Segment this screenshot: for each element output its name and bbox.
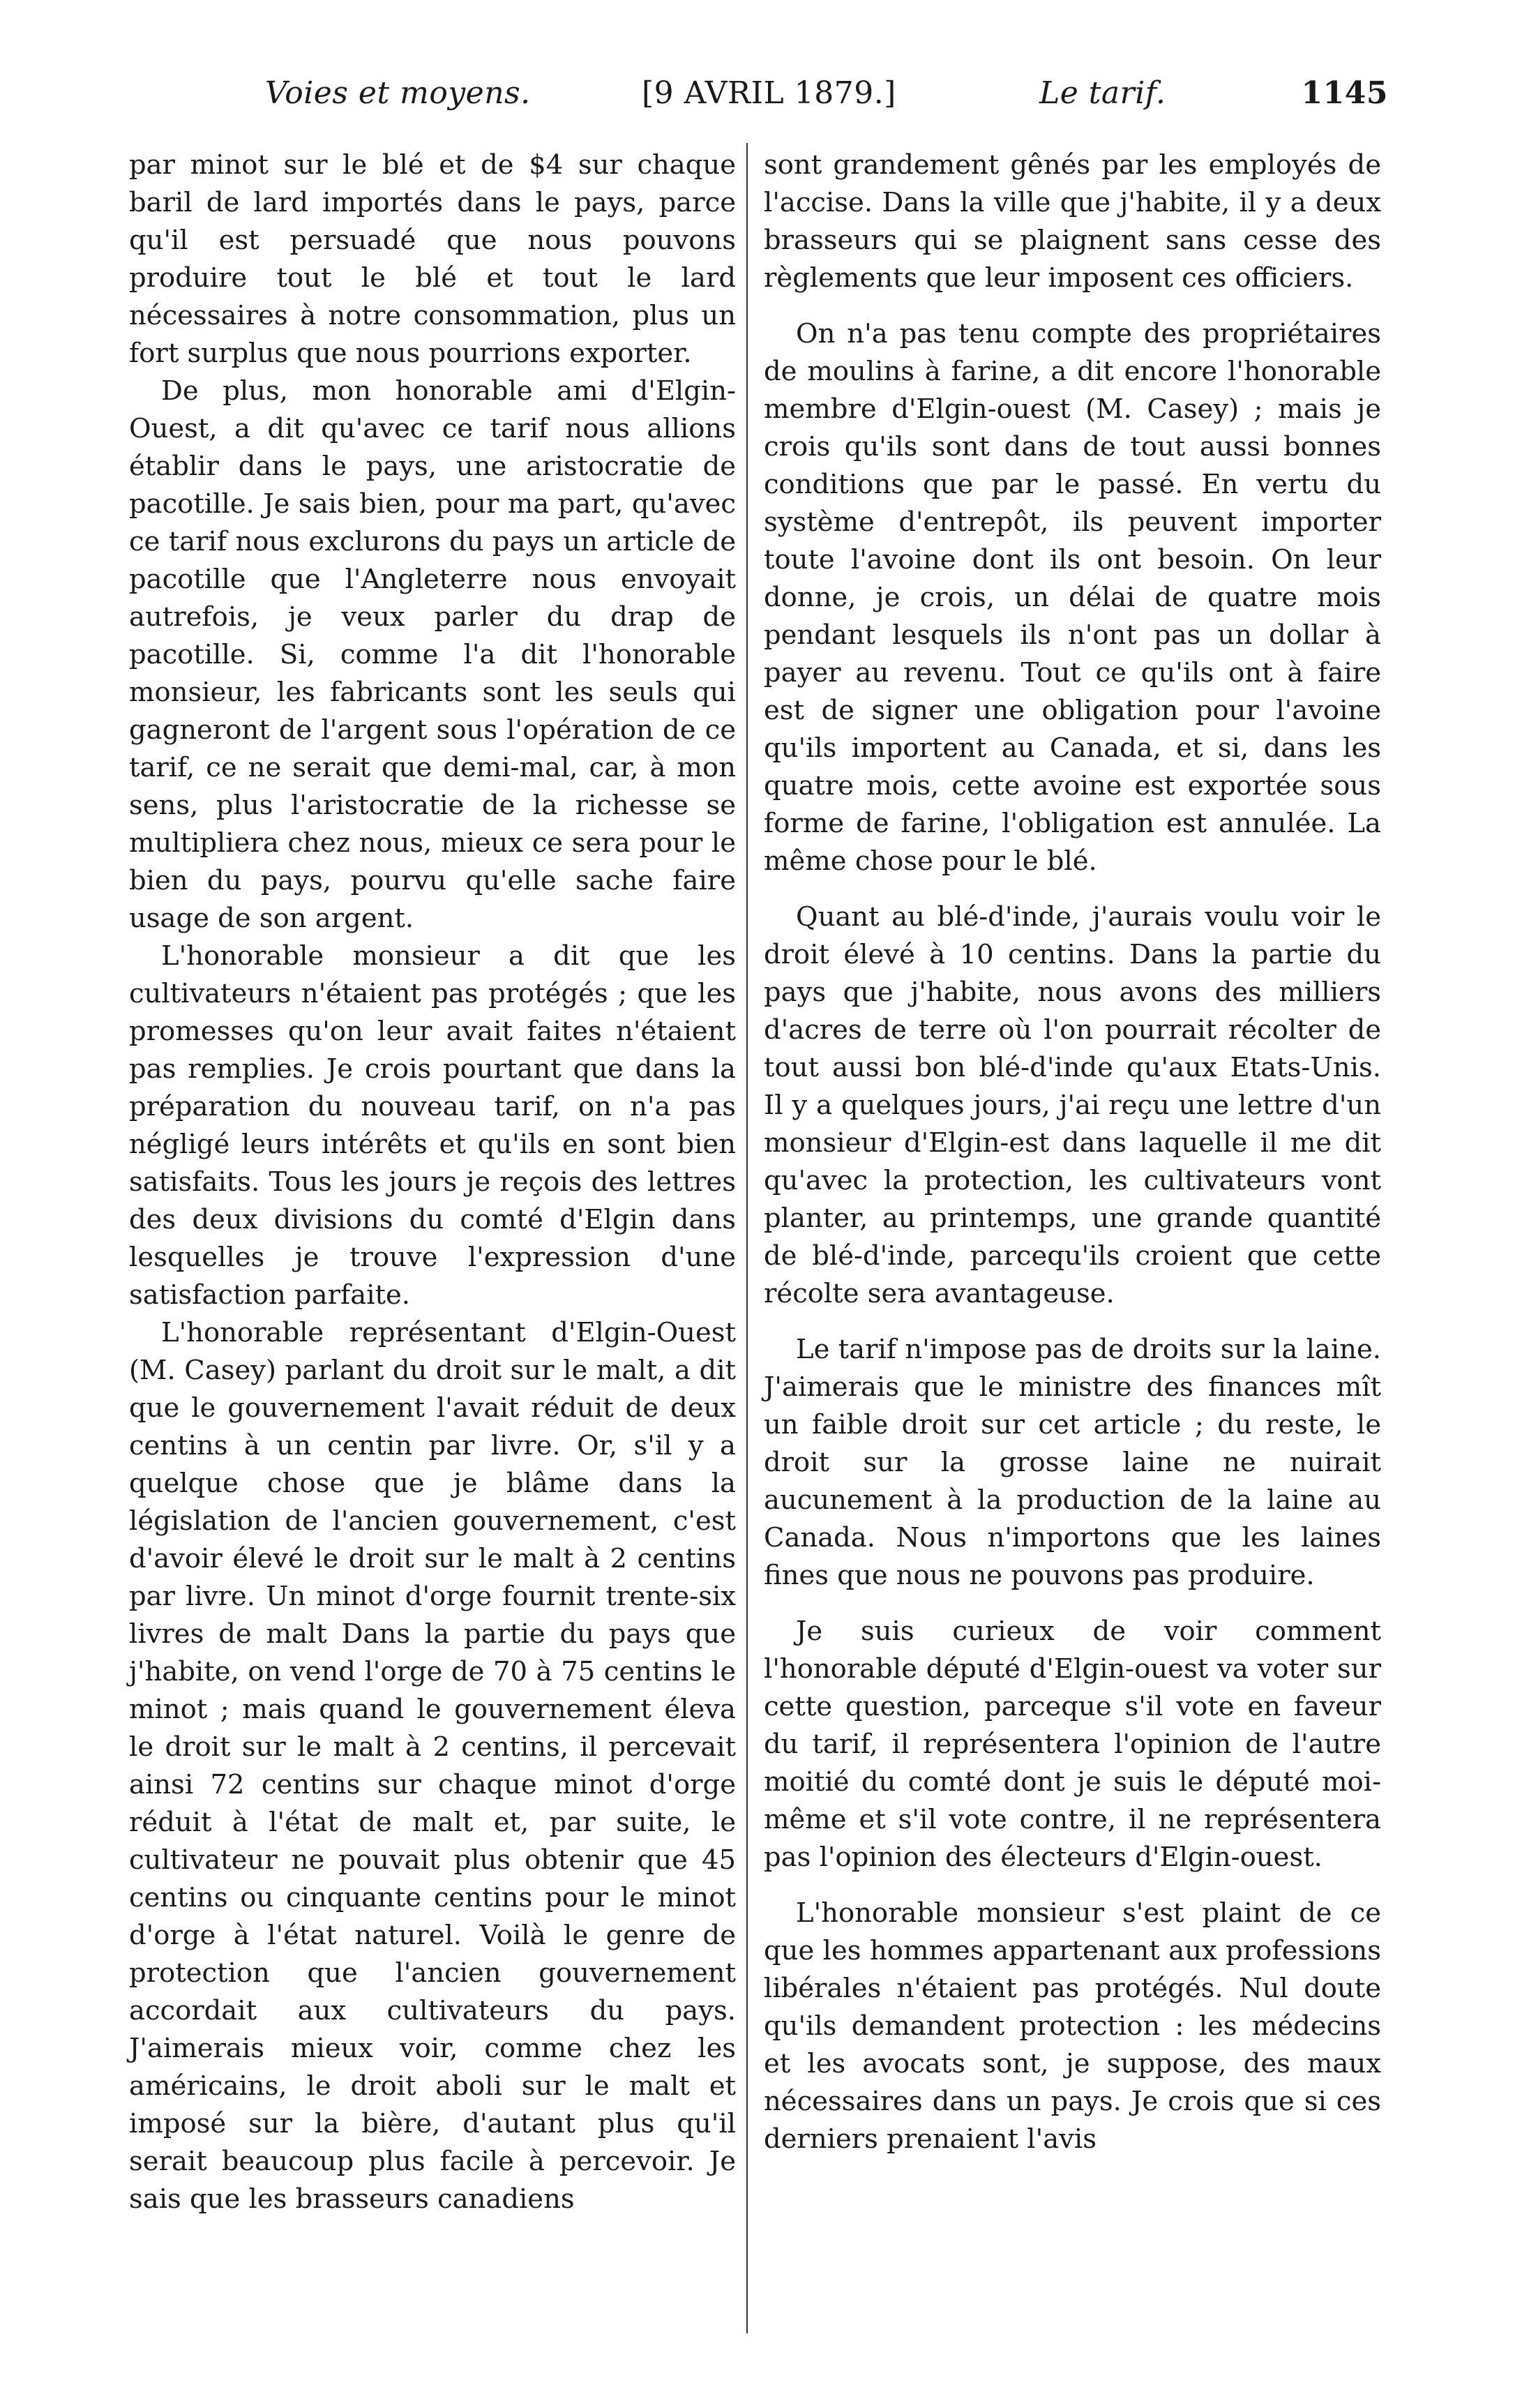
header-date: [9 AVRIL 1879.] [642, 75, 896, 111]
paragraph: On n'a pas tenu compte des propriétaires de moulins à farine, a dit encore l'honorable membre d'Elgin-ouest (M. Casey) ; mais je crois qu'ils sont dans de tout aussi bonnes conditions que par le passé. En vertu du système d'entrepôt, ils peuvent importer toute l'avoine dont ils ont besoin. On leur donne, je crois, un délai de quatre mois pendant lesquels ils n'ont pas un dollar à payer au revenu. Tout ce qu'ils ont à faire est de signer une obligation pour l'avoine qu'ils importent au Canada, et si, dans les quatre mois, cette avoine est exportée sous forme de farine, l'obligation est annulée. La même chose pour le blé. [764, 318, 1381, 877]
paragraph: par minot sur le blé et de $4 sur chaque baril de lard importés dans le pays, parce qu'il est persuadé que nous pouvons produire tout le blé et tout le lard nécessaires à notre consommation, plus un fort surplus que nous pourrions exporter. [129, 149, 736, 369]
paragraph: L'honorable monsieur s'est plaint de ce que les hommes appartenant aux professions libérales n'étaient pas protégés. Nul doute qu'ils demandent protection : les médecins et les avocats sont, je suppose, des maux nécessaires dans un pays. Je crois que si ces derniers prenaient l'avis [764, 1897, 1381, 2155]
column-divider [746, 143, 748, 2333]
paragraph: L'honorable monsieur a dit que les cultivateurs n'étaient pas protégés ; que les promesses qu'on leur avait faites n'étaient pas remplies. Je crois pourtant que dans la préparation du nouveau tarif, on n'a pas négligé leurs intérêts et qu'ils en sont bien satisfaits. Tous les jours je reçois des lettres des deux divisions du comté d'Elgin dans lesquelles je trouve l'expression d'une satisfaction parfaite. [129, 940, 736, 1311]
paragraph: De plus, mon honorable ami d'Elgin-Ouest, a dit qu'avec ce tarif nous allions établir dans le pays, une aristocratie de pacotille. Je sais bien, pour ma part, qu'avec ce tarif nous exclurons du pays un article de pacotille que l'Angleterre nous envoyait autrefois, je veux parler du drap de pacotille. Si, comme l'a dit l'honorable monsieur, les fabricants sont les seuls qui gagneront de l'argent sous l'opération de ce tarif, ce ne serait que demi-mal, car, à mon sens, plus l'aristocratie de la richesse se multipliera chez nous, mieux ce sera pour le bien du pays, pourvu qu'elle sache faire usage de son argent. [129, 375, 736, 934]
header-topic: Le tarif. [1039, 75, 1166, 111]
running-header [133, 61, 1388, 117]
right-column [764, 146, 1381, 2158]
page-number: 1145 [1301, 75, 1388, 111]
paragraph: Le tarif n'impose pas de droits sur la laine. J'aimerais que le ministre des finances mît un faible droit sur cet article ; du reste, le droit sur la grosse laine ne nuirait aucunement à la production de la laine au Canada. Nous n'importons que les laines fines que nous ne pouvons pas produire. [764, 1334, 1381, 1591]
paragraph: Quant au blé-d'inde, j'aurais voulu voir le droit élevé à 10 centins. Dans la partie du pays que j'habite, nous avons des milliers d'acres de terre où l'on pourrait récolter de tout aussi bon blé-d'inde qu'aux Etats-Unis. Il y a quelques jours, j'ai reçu une lettre d'un monsieur d'Elgin-est dans laquelle il me dit qu'avec la protection, les cultivateurs vont planter, au printemps, une grande quantité de blé-d'inde, parcequ'ils croient que cette récolte sera avantageuse. [764, 901, 1381, 1309]
paragraph: sont grandement gênés par les employés de l'accise. Dans la ville que j'habite, il y a deux brasseurs qui se plaignent sans cesse des règlements que leur imposent ces officiers. [764, 149, 1381, 294]
left-column [129, 146, 736, 2218]
header-section-title: Voies et moyens. [265, 75, 531, 111]
paragraph: Je suis curieux de voir comment l'honorable député d'Elgin-ouest va voter sur cette question, parceque s'il vote en faveur du tarif, il représentera l'opinion de l'autre moitié du comté dont je suis le député moi-même et s'il vote contre, il ne représentera pas l'opinion des électeurs d'Elgin-ouest. [764, 1616, 1381, 1873]
paragraph: L'honorable représentant d'Elgin-Ouest (M. Casey) parlant du droit sur le malt, a dit que le gouvernement l'avait réduit de deux centins à un centin par livre. Or, s'il y a quelque chose que je blâme dans la législation de l'ancien gouvernement, c'est d'avoir élevé le droit sur le malt à 2 centins par livre. Un minot d'orge fournit trente-six livres de malt Dans la partie du pays que j'habite, on vend l'orge de 70 à 75 centins le minot ; mais quand le gouvernement éleva le droit sur le malt à 2 centins, il percevait ainsi 72 centins sur chaque minot d'orge réduit à l'état de malt et, par suite, le cultivateur ne pouvait plus obtenir que 45 centins ou cinquante centins pour le minot d'orge à l'état naturel. Voilà le genre de protection que l'ancien gouvernement accordait aux cultivateurs du pays. J'aimerais mieux voir, comme chez les américains, le droit aboli sur le malt et imposé sur la bière, d'autant plus qu'il serait beaucoup plus facile à percevoir. Je sais que les brasseurs canadiens [129, 1317, 736, 2215]
